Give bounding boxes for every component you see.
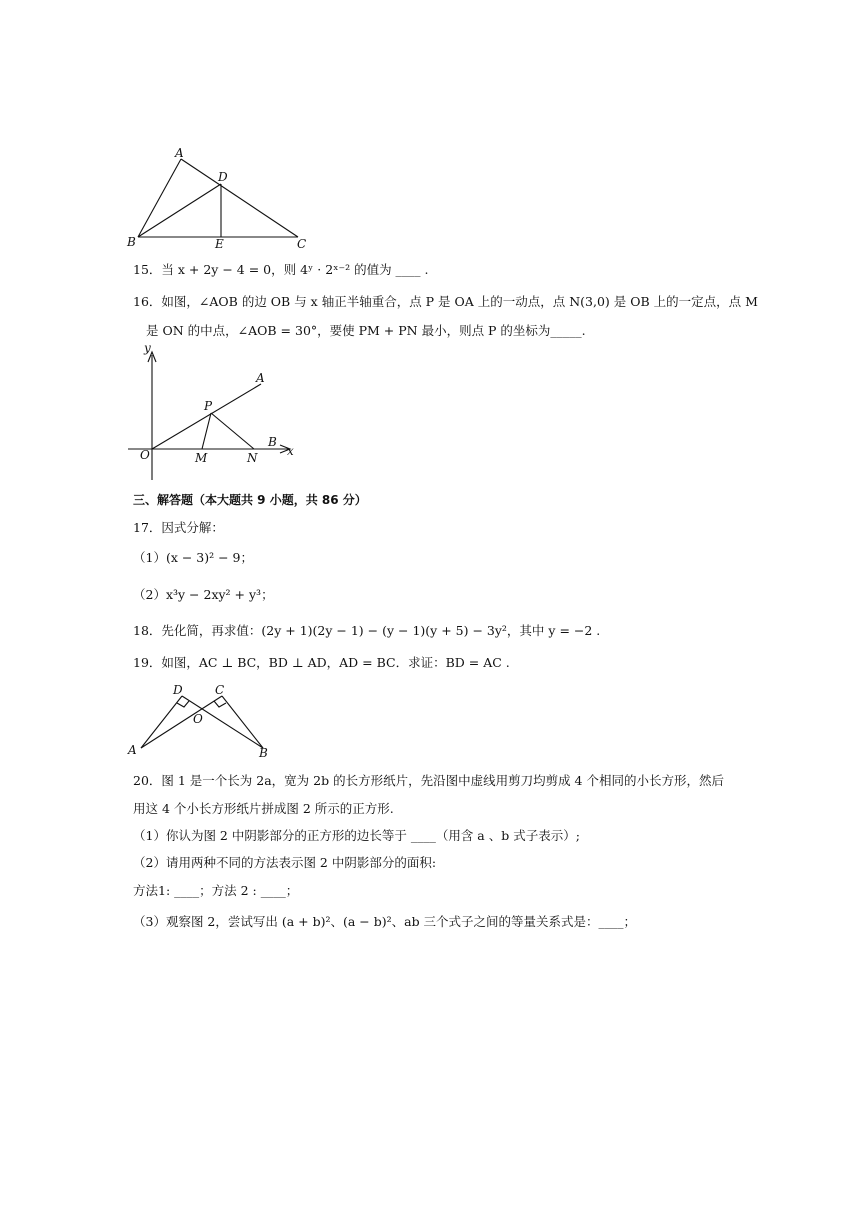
vertex-label-c: C — [297, 237, 307, 251]
question-17-part2: （2）x³y − 2xy² + y³； — [133, 587, 274, 602]
question-20-part1: （1）你认为图 2 中阴影部分的正方形的边长等于 ____（用含 a 、b 式子表示）; — [133, 828, 580, 843]
question-20-part3: （3）观察图 2，尝试写出 (a + b)²、(a − b)²、ab 三个式子之间的等量关系式是：____； — [133, 914, 637, 929]
point-label-m: M — [195, 451, 208, 465]
point-label-c: C — [215, 683, 225, 697]
point-label-p: P — [204, 399, 213, 413]
question-20-line1: 20．图 1 是一个长为 2a，宽为 2b 的长方形纸片，先沿图中虚线用剪刀均剪成 4 个相同的小长方形，然后 — [133, 773, 724, 788]
question-18: 18．先化简，再求值：(2y + 1)(2y − 1) − (y − 1)(y + 5) − 3y²，其中 y = −2 . — [133, 623, 601, 638]
point-label-o: O — [140, 448, 150, 462]
point-label-b: B — [259, 746, 268, 760]
question-15: 15．当 x + 2y − 4 = 0，则 4ʸ · 2ˣ⁻² 的值为 ____ . — [133, 262, 429, 277]
vertex-label-e: E — [215, 237, 224, 251]
point-label-a: A — [256, 371, 265, 385]
point-label-o: O — [193, 712, 203, 726]
question-16-line1: 16．如图，∠AOB 的边 OB 与 x 轴正半轴重合，点 P 是 OA 上的一动点，点 N(3,0) 是 OB 上的一定点，点 M — [133, 294, 758, 309]
point-label-a: A — [128, 743, 137, 757]
vertex-label-b: B — [127, 235, 136, 249]
section-3-heading: 三、解答题（本大题共 9 小题，共 86 分） — [133, 493, 367, 507]
question-20-line2: 用这 4 个小长方形纸片拼成图 2 所示的正方形. — [133, 801, 394, 816]
question-17-stem: 17．因式分解： — [133, 520, 224, 535]
axis-label-y: y — [144, 341, 151, 355]
question-20-part2: （2）请用两种不同的方法表示图 2 中阴影部分的面积: — [133, 855, 437, 870]
point-label-d: D — [173, 683, 183, 697]
question-19: 19．如图，AC ⊥ BC，BD ⊥ AD，AD = BC．求证：BD = AC . — [133, 655, 510, 670]
point-label-n: N — [247, 451, 258, 465]
vertex-label-d: D — [218, 170, 228, 184]
vertex-label-a: A — [175, 146, 184, 160]
question-16-line2: 是 ON 的中点，∠AOB = 30°，要使 PM + PN 最小，则点 P 的坐标为_____. — [146, 323, 586, 338]
point-label-b: B — [268, 435, 277, 449]
axis-label-x: x — [287, 444, 294, 458]
question-17-part1: （1）(x − 3)² − 9； — [133, 550, 254, 565]
question-20-methods: 方法1: ____；方法 2 : ____； — [133, 883, 299, 898]
